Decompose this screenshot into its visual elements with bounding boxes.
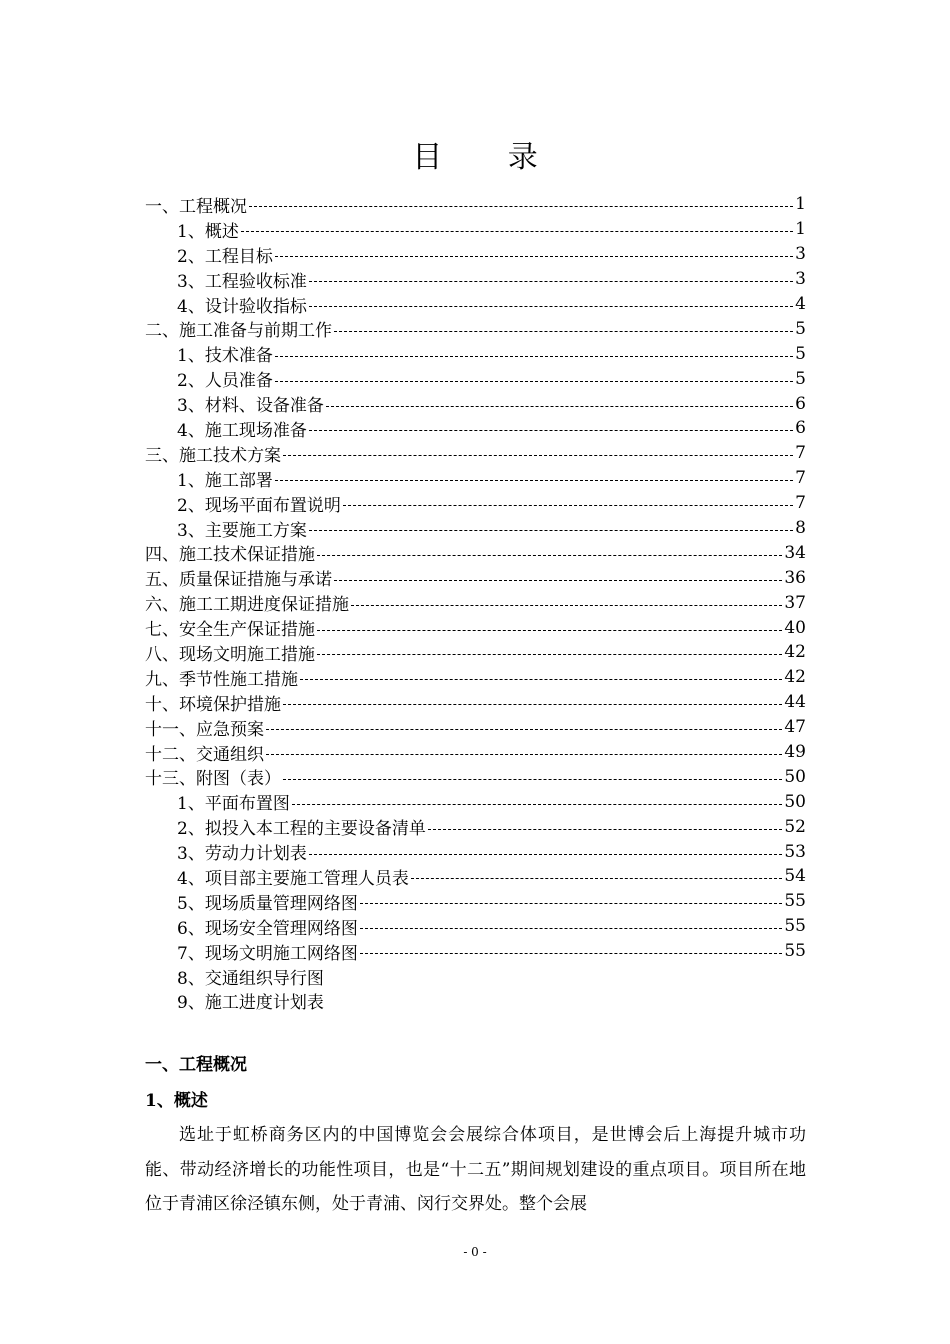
toc-entry-label: 二、施工准备与前期工作 [145, 321, 332, 342]
toc-leader-dashes [351, 604, 782, 606]
toc-entry-label: 2、工程目标 [177, 246, 273, 267]
toc-entry[interactable] [145, 789, 806, 814]
toc-entry-page: 55 [784, 941, 806, 962]
toc-entry-label: 四、施工技术保证措施 [145, 545, 315, 566]
toc-entry-page: 52 [784, 816, 806, 837]
toc-entry-label: 2、拟投入本工程的主要设备清单 [177, 819, 426, 840]
toc-entry-page: 42 [784, 642, 806, 663]
subsection-heading: 1、概述 [145, 1091, 208, 1111]
toc-entry-page: 6 [795, 393, 806, 414]
toc-entry-label: 2、人员准备 [177, 371, 273, 392]
toc-entry[interactable] [145, 864, 806, 889]
toc-entry[interactable] [145, 764, 806, 789]
toc-entry-label: 九、季节性施工措施 [145, 669, 298, 690]
toc-entry-page: 49 [784, 742, 806, 763]
toc-entry-page: 7 [795, 443, 806, 464]
toc-entry-label: 十二、交通组织 [145, 744, 264, 765]
toc-entry[interactable] [145, 192, 806, 217]
toc-leader-dashes [334, 579, 782, 581]
toc-entry[interactable] [145, 989, 806, 1014]
toc-entry-page: 55 [784, 891, 806, 912]
toc-entry-page: 34 [784, 542, 806, 563]
toc-entry-page: 7 [795, 493, 806, 514]
toc-entry-label: 十三、附图（表） [145, 769, 281, 790]
toc-leader-dashes [266, 728, 782, 730]
toc-entry-label: 十、环境保护措施 [145, 694, 281, 715]
toc-leader-dashes [275, 380, 793, 382]
toc-entry-page: 1 [795, 219, 806, 240]
toc-leader-dashes [283, 778, 782, 780]
toc-entry-label: 4、设计验收指标 [177, 296, 307, 317]
toc-entry[interactable] [145, 665, 806, 690]
toc-entry-page: 37 [784, 592, 806, 613]
toc-leader-dashes [300, 678, 782, 680]
toc-entry-page: 5 [795, 368, 806, 389]
toc-entry[interactable] [145, 416, 806, 441]
toc-leader-dashes [275, 255, 793, 257]
toc-entry[interactable] [145, 715, 806, 740]
toc-entry[interactable] [145, 740, 806, 765]
body-paragraph: 选址于虹桥商务区内的中国博览会会展综合体项目，是世博会后上海提升城市功能、带动经济增长的功能性项目，也是“十二五”期间规划建设的重点项目。项目所在地位于青浦区徐泾镇东侧，处于青浦、闵行交界处。整个会展 [145, 1125, 806, 1214]
toc-entry-label: 八、现场文明施工措施 [145, 644, 315, 665]
toc-leader-dashes [275, 355, 793, 357]
toc-leader-dashes [317, 653, 782, 655]
toc-entry-page: 50 [784, 791, 806, 812]
toc-entry-page: 53 [784, 841, 806, 862]
toc-entry-label: 一、工程概况 [145, 196, 247, 217]
toc-entry[interactable] [145, 640, 806, 665]
toc-leader-dashes [249, 205, 793, 207]
toc-leader-dashes [241, 230, 793, 232]
toc-entry[interactable] [145, 540, 806, 565]
toc-entry[interactable] [145, 590, 806, 615]
toc-entry-page: 55 [784, 916, 806, 937]
toc-title: 目 录 [412, 140, 566, 175]
toc-leader-dashes [411, 877, 783, 879]
toc-leader-dashes [334, 330, 793, 332]
toc-leader-dashes [317, 629, 782, 631]
toc-entry[interactable] [145, 914, 806, 939]
toc-entry[interactable] [145, 964, 806, 989]
toc-entry-label: 3、工程验收标准 [177, 271, 307, 292]
toc-entry-page: 42 [784, 667, 806, 688]
toc-entry-label: 三、施工技术方案 [145, 445, 281, 466]
toc-leader-dashes [360, 902, 783, 904]
toc-entry[interactable] [145, 466, 806, 491]
toc-entry-label: 9、施工进度计划表 [177, 993, 324, 1014]
section-heading: 一、工程概况 [145, 1055, 247, 1075]
toc-leader-dashes [309, 529, 793, 531]
toc-entry-page: 47 [784, 717, 806, 738]
toc-entry[interactable] [145, 316, 806, 341]
toc-entry[interactable] [145, 615, 806, 640]
table-of-contents [145, 192, 806, 1013]
toc-entry-label: 六、施工工期进度保证措施 [145, 595, 349, 616]
toc-leader-dashes [309, 305, 793, 307]
toc-entry[interactable] [145, 839, 806, 864]
toc-entry-page: 5 [795, 343, 806, 364]
toc-entry[interactable] [145, 491, 806, 516]
toc-entry-page: 36 [784, 567, 806, 588]
toc-entry[interactable] [145, 441, 806, 466]
toc-entry-label: 五、质量保证措施与承诺 [145, 570, 332, 591]
toc-entry-page: 44 [784, 692, 806, 713]
toc-leader-dashes [283, 454, 793, 456]
toc-leader-dashes [309, 429, 793, 431]
toc-entry[interactable] [145, 292, 806, 317]
toc-entry-label: 2、现场平面布置说明 [177, 495, 341, 516]
toc-entry-label: 十一、应急预案 [145, 719, 264, 740]
toc-entry-page: 4 [795, 294, 806, 314]
toc-entry[interactable] [145, 690, 806, 715]
toc-entry-page: 40 [784, 617, 806, 638]
toc-entry-label: 1、平面布置图 [177, 794, 290, 815]
toc-entry-label: 8、交通组织导行图 [177, 968, 324, 989]
toc-entry-label: 1、施工部署 [177, 470, 273, 491]
toc-leader-dashes [309, 280, 793, 282]
toc-entry-page: 1 [795, 194, 806, 215]
toc-entry[interactable] [145, 242, 806, 267]
toc-entry-page: 54 [784, 866, 806, 887]
toc-entry-label: 4、项目部主要施工管理人员表 [177, 869, 409, 889]
toc-entry-label: 1、技术准备 [177, 346, 273, 367]
toc-entry[interactable] [145, 391, 806, 416]
toc-entry[interactable] [145, 366, 806, 391]
toc-entry[interactable] [145, 217, 806, 242]
page-number: - 0 - [463, 1245, 487, 1259]
toc-entry-label: 3、材料、设备准备 [177, 396, 324, 417]
toc-entry-page: 3 [795, 269, 806, 290]
toc-entry[interactable] [145, 516, 806, 541]
toc-entry[interactable] [145, 889, 806, 914]
toc-entry-label: 3、劳动力计划表 [177, 844, 307, 865]
toc-entry-page: 6 [795, 418, 806, 439]
toc-entry[interactable] [145, 814, 806, 839]
toc-entry[interactable] [145, 341, 806, 366]
toc-leader-dashes [292, 803, 783, 805]
toc-entry-page: 5 [795, 318, 806, 339]
toc-leader-dashes [317, 554, 782, 556]
toc-entry-page: 50 [784, 766, 806, 787]
toc-entry-label: 4、施工现场准备 [177, 420, 307, 441]
toc-entry-page: 3 [795, 244, 806, 265]
toc-leader-dashes [283, 703, 782, 705]
toc-leader-dashes [275, 479, 793, 481]
toc-entry[interactable] [145, 939, 806, 964]
toc-entry-label: 1、概述 [177, 221, 239, 242]
toc-entry-label: 七、安全生产保证措施 [145, 620, 315, 641]
toc-entry[interactable] [145, 565, 806, 590]
toc-entry-page: 7 [795, 468, 806, 489]
toc-leader-dashes [428, 828, 783, 830]
toc-leader-dashes [309, 853, 783, 855]
toc-leader-dashes [343, 504, 793, 506]
toc-entry-label: 3、主要施工方案 [177, 520, 307, 541]
toc-entry-label: 7、现场文明施工网络图 [177, 943, 358, 964]
toc-leader-dashes [266, 753, 782, 755]
toc-leader-dashes [326, 405, 793, 407]
toc-leader-dashes [360, 952, 783, 954]
toc-entry-label: 5、现场质量管理网络图 [177, 893, 358, 914]
toc-entry-label: 6、现场安全管理网络图 [177, 918, 358, 939]
toc-entry-page: 8 [795, 518, 806, 539]
toc-entry[interactable] [145, 267, 806, 292]
toc-leader-dashes [360, 927, 783, 929]
